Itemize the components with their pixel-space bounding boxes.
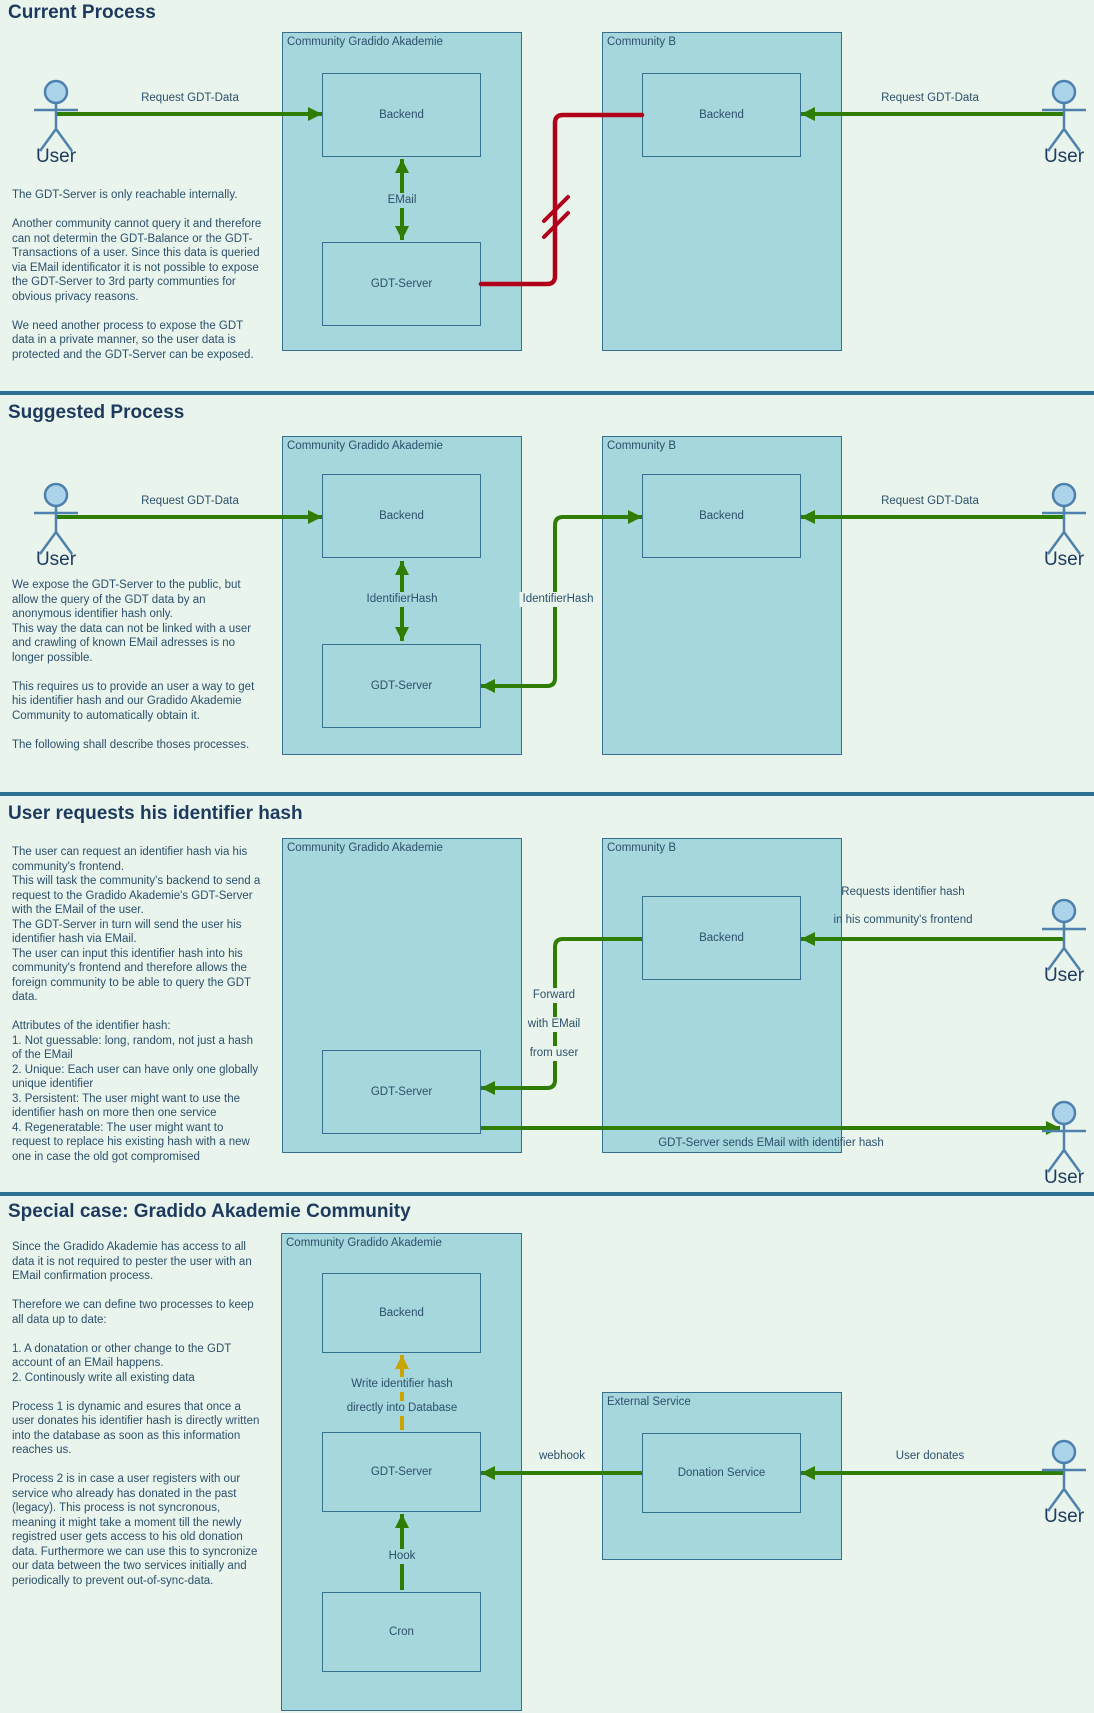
node-label: Backend xyxy=(699,109,744,121)
paragraph: This requires us to provide an user a way to get his identifier hash and our Gradido Akademie Community to automatically obtain it. xyxy=(12,680,255,722)
arrow-label-write-hash-line2: directly into Database xyxy=(344,1401,461,1416)
arrow-label-request-gdt-data: Request GDT-Data xyxy=(141,495,239,507)
arrow-label-identifierhash: IdentifierHash xyxy=(364,592,441,607)
arrow-label-request-gdt-data: Request GDT-Data xyxy=(881,92,979,104)
user-actor-label: User xyxy=(35,549,77,570)
community-box-label: Community Gradido Akademie xyxy=(286,1237,442,1249)
community-box-label: Community Gradido Akademie xyxy=(287,842,443,854)
backend-node-s2-community-b xyxy=(642,474,801,558)
paragraph: 1. A donatation or other change to the GDT account of an EMail happens. xyxy=(12,1342,232,1369)
node-label: GDT-Server xyxy=(370,680,433,692)
gdt-server-node-s2 xyxy=(322,644,481,728)
paragraph: We expose the GDT-Server to the public, but allow the query of the GDT data by an anonymous identifier hash only. xyxy=(12,579,241,620)
arrow-label-forward-line2: with EMail xyxy=(525,1017,583,1032)
section-description xyxy=(12,188,264,362)
node-label: Cron xyxy=(389,1626,414,1638)
arrow-label-identifierhash: IdentifierHash xyxy=(520,592,597,607)
arrow-label-user-donates: User donates xyxy=(895,1450,965,1462)
gdt-server-node-s1 xyxy=(322,242,481,326)
backend-node-s4 xyxy=(322,1273,481,1353)
paragraph: This way the data can not be linked with a user and crawling of known EMail adresses is no longer possible. xyxy=(12,622,252,664)
paragraph: The GDT-Server in turn will send the user his identifier hash via EMail. xyxy=(12,918,242,945)
arrow-label-hook: Hook xyxy=(386,1549,419,1564)
donation-service-node xyxy=(642,1433,801,1513)
arrow-label-gdt-sends-email: GDT-Server sends EMail with identifier hash xyxy=(658,1137,884,1149)
blocked-slash-icon xyxy=(544,197,568,221)
arrow-label-requests-hash-line2: in his community's frontend xyxy=(833,914,973,926)
community-box-label: Community Gradido Akademie xyxy=(287,440,443,452)
section-divider xyxy=(0,1192,1094,1196)
arrow-label-forward-line1: Forward xyxy=(530,988,578,1003)
paragraph: The following shall describe thoses processes. xyxy=(12,738,250,751)
node-label: Backend xyxy=(699,510,744,522)
paragraph: Since the Gradido Akademie has access to all data it is not required to pester the user with an EMail confirmation process. xyxy=(12,1241,252,1282)
node-label: Backend xyxy=(699,932,744,944)
gdt-server-node-s4 xyxy=(322,1432,481,1512)
paragraph: 3. Persistent: The user might want to use the identifier hash on more then one service xyxy=(12,1092,240,1119)
community-box-label: Community B xyxy=(607,440,677,452)
paragraph: 1. Not guessable: long, random, not just a hash of the EMail xyxy=(12,1034,254,1061)
paragraph: This will task the community's backend to send a request to the Gradido Akademie's GDT-Server with the EMail of the user. xyxy=(12,875,261,916)
arrow-label-requests-hash-line1: Requests identifier hash xyxy=(841,886,965,898)
paragraph: The user can request an identifier hash via his community's frontend. xyxy=(12,846,248,873)
arrow-label-request-gdt-data: Request GDT-Data xyxy=(881,495,979,507)
paragraph: Attributes of the identifier hash: xyxy=(12,1020,171,1032)
external-service-label: External Service xyxy=(607,1396,691,1408)
node-label: Donation Service xyxy=(677,1467,766,1479)
user-actor-label: User xyxy=(1043,146,1085,167)
user-actor-label: User xyxy=(1043,965,1085,986)
arrow-label-forward-line3: from user xyxy=(527,1046,582,1061)
node-label: Backend xyxy=(379,109,424,121)
paragraph: The GDT-Server is only reachable internally. xyxy=(12,189,238,201)
user-actor-label: User xyxy=(1043,1506,1085,1527)
node-label: GDT-Server xyxy=(370,278,433,290)
node-label: Backend xyxy=(379,1307,424,1319)
blocked-slash-icon xyxy=(544,213,568,237)
node-label: Backend xyxy=(379,510,424,522)
paragraph: We need another process to expose the GDT data in a private manner, so the user data is protected and the GDT-Server can be exposed. xyxy=(12,319,254,361)
user-actor-label: User xyxy=(1043,1167,1085,1188)
paragraph: Process 1 is dynamic and esures that once a user donates his identifier hash is directly written into the database as soon as this information reaches us. xyxy=(12,1400,260,1456)
node-label: GDT-Server xyxy=(370,1466,433,1478)
paragraph: Process 2 is in case a user registers with our service who already has donated in the past (legacy). This process is not syncronous, meaning it might take a moment till the newly registred user gets access to his old donation data. Furthermore we can use this to syncronize our data between the two services initially and periodically to prevent out-of-sync-data. xyxy=(12,1473,258,1587)
community-b-box-s3 xyxy=(602,838,842,1153)
section-divider xyxy=(0,391,1094,395)
cron-node xyxy=(322,1592,481,1672)
paragraph: Another community cannot query it and therefore can not determin the GDT-Balance or the GDT-Transactions of a user. Since this data is queried via EMail identificator it is not possible to expose the GDT-Server to 3rd party communties for obvious privacy reasons. xyxy=(12,218,262,303)
section-description xyxy=(12,845,264,1164)
user-actor-label: User xyxy=(1043,549,1085,570)
community-box-label: Community B xyxy=(607,36,677,48)
section-title-user-requests-hash: User requests his identifier hash xyxy=(8,803,303,824)
paragraph: 4. Regeneratable: The user might want to request to replace his existing hash with a new one in case the old got compromised xyxy=(12,1121,250,1163)
paragraph: 2. Unique: Each user can have only one globally unique identifier xyxy=(12,1063,259,1090)
arrow-label-request-gdt-data: Request GDT-Data xyxy=(141,92,239,104)
arrow-label-webhook: webhook xyxy=(538,1450,586,1462)
gdt-server-node-s3 xyxy=(322,1050,481,1134)
node-label: GDT-Server xyxy=(370,1086,433,1098)
paragraph: Therefore we can define two processes to keep all data up to date: xyxy=(12,1299,254,1326)
paragraph: The user can input this identifier hash into his community's frontend and therefore allows the foreign community to be able to query the GDT data. xyxy=(12,947,251,1003)
backend-node-s2-akademie xyxy=(322,474,481,558)
section-description xyxy=(12,578,264,752)
backend-node-s1-akademie xyxy=(322,73,481,157)
backend-node-s3-community-b xyxy=(642,896,801,980)
section-title-current-process: Current Process xyxy=(8,2,156,23)
paragraph: 2. Continously write all existing data xyxy=(12,1371,195,1384)
section-title-suggested-process: Suggested Process xyxy=(8,402,185,423)
community-box-label: Community Gradido Akademie xyxy=(287,36,443,48)
arrow-label-write-hash-line1: Write identifier hash xyxy=(348,1377,455,1392)
section-description xyxy=(12,1240,264,1588)
community-box-label: Community B xyxy=(607,842,677,854)
user-actor-label: User xyxy=(35,146,77,167)
backend-node-s1-community-b xyxy=(642,73,801,157)
arrow-label-email: EMail xyxy=(385,193,420,208)
section-divider xyxy=(0,792,1094,796)
section-title-special-case: Special case: Gradido Akademie Community xyxy=(8,1201,411,1222)
